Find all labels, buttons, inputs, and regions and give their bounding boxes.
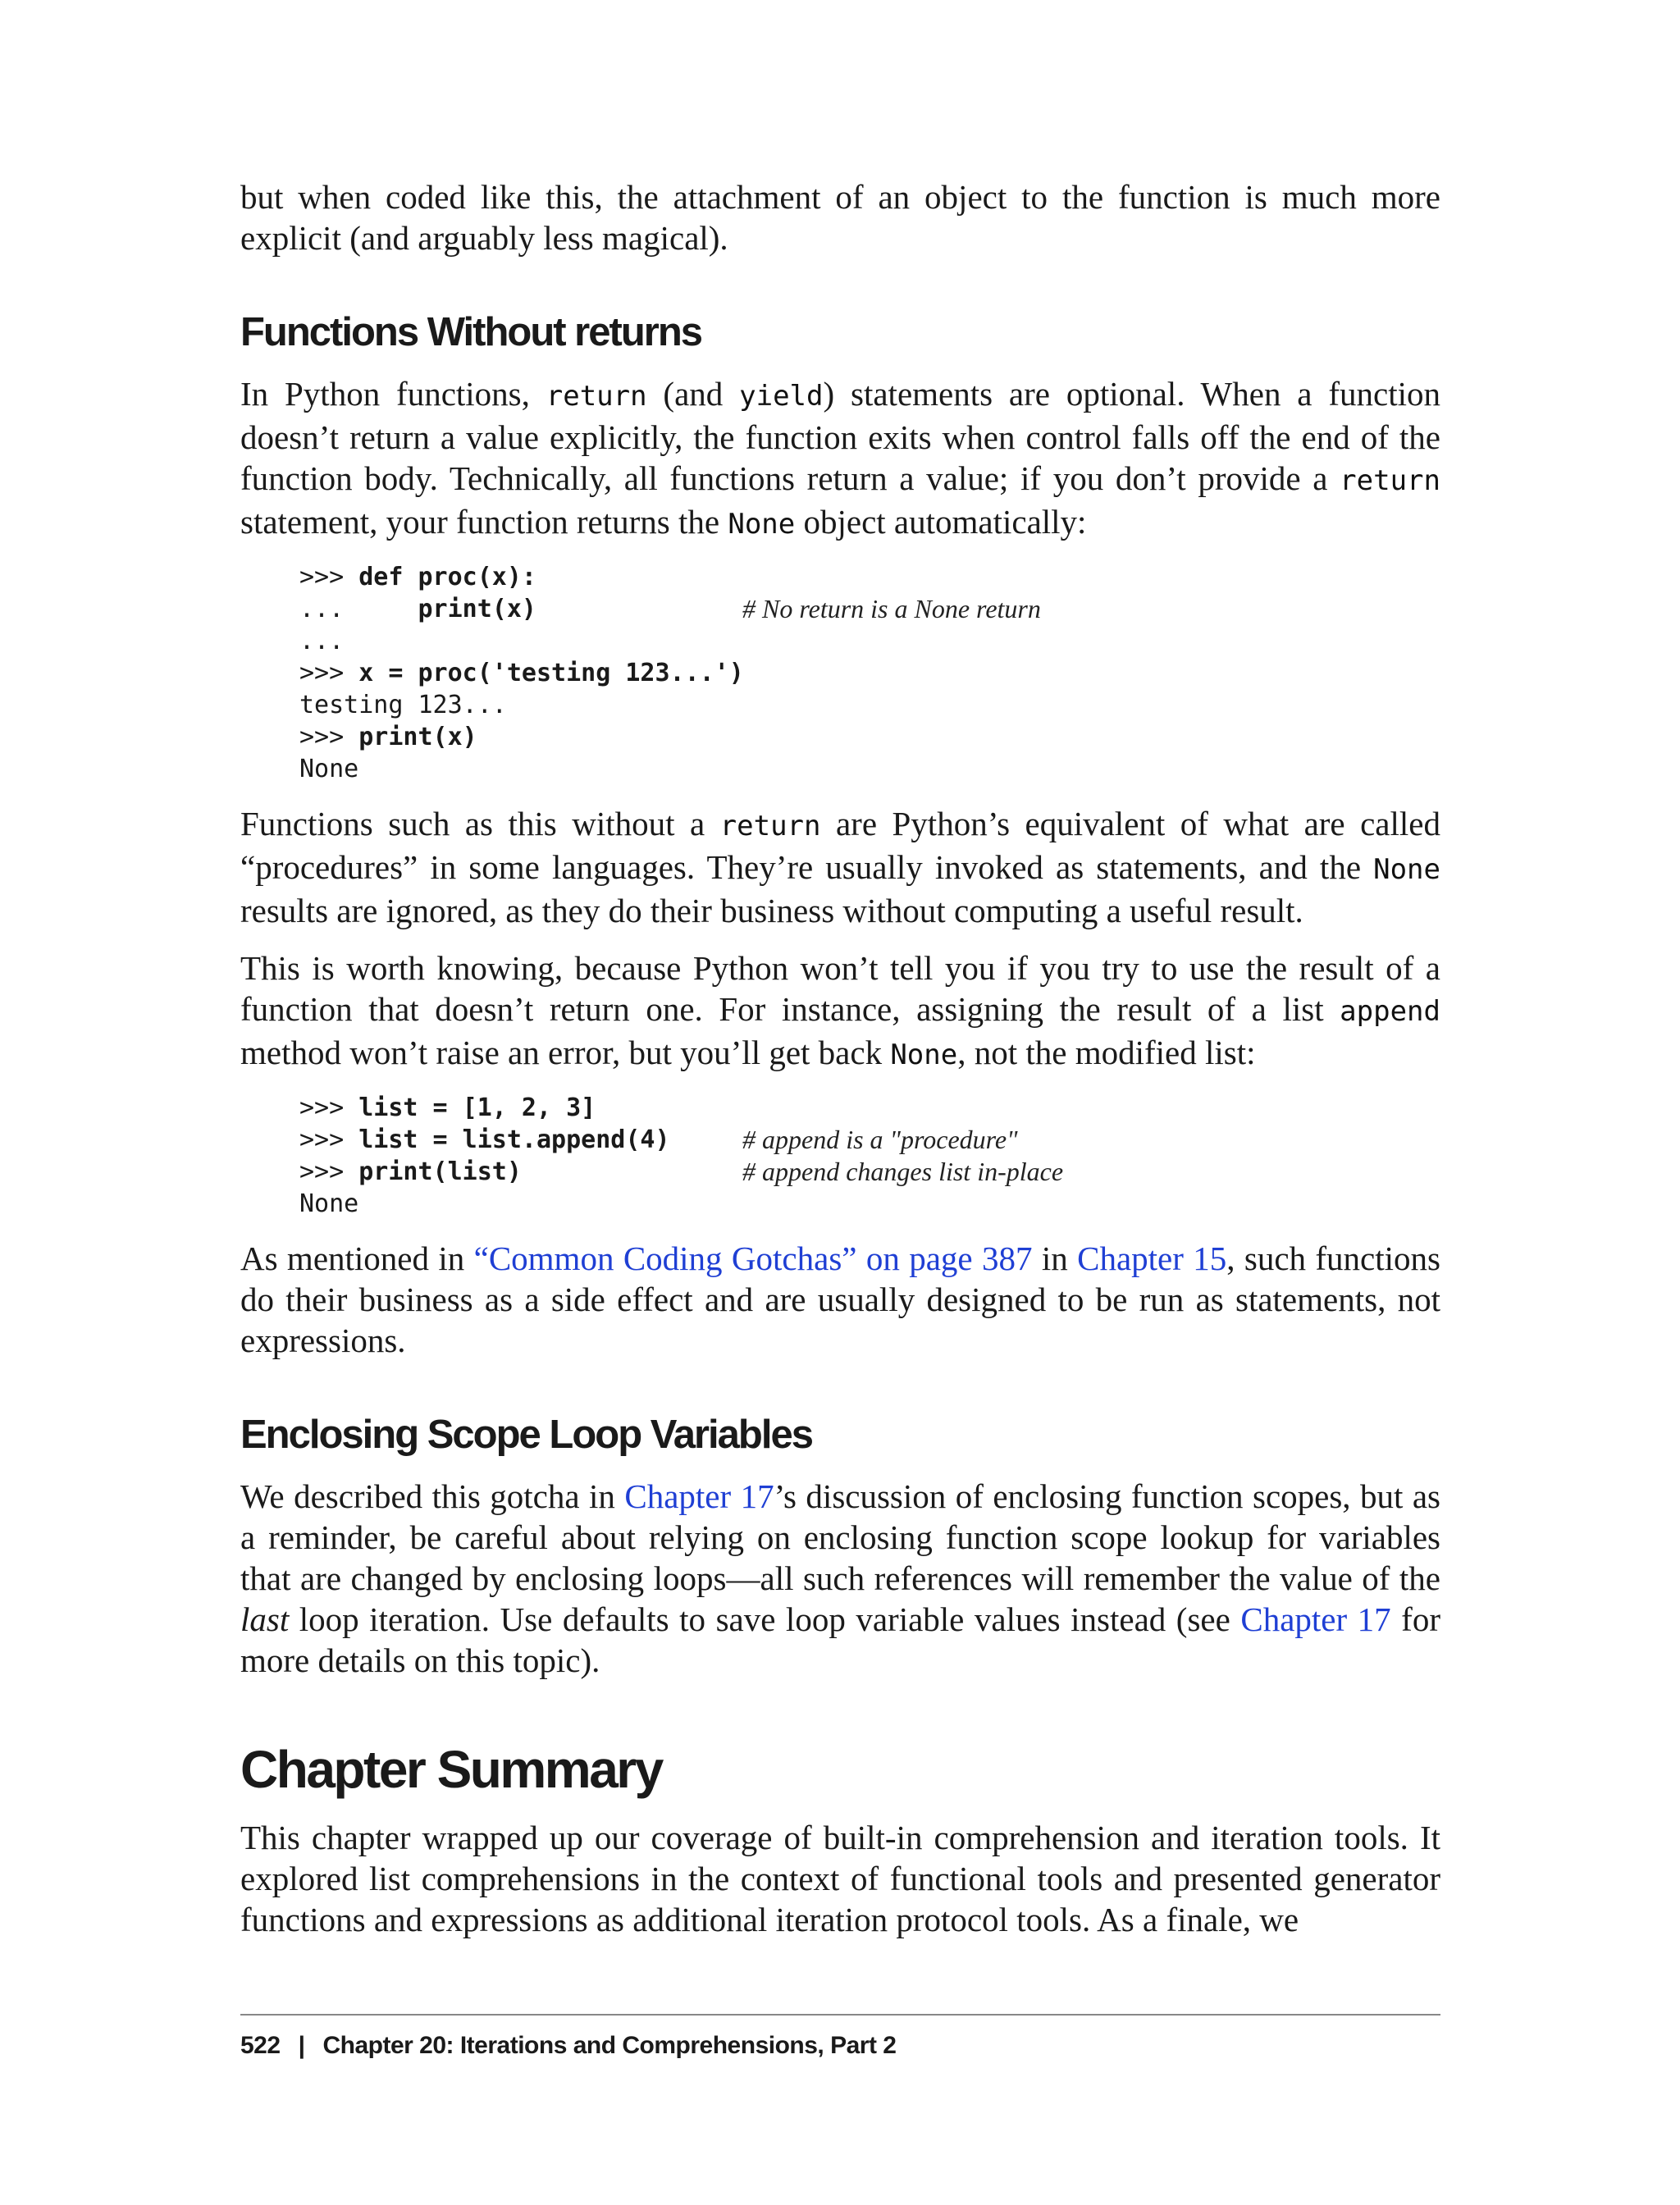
section-heading-functions-without-returns: Functions Without returns: [240, 310, 701, 354]
code-line: >>> print(list) # append changes list in-place: [299, 1157, 1064, 1186]
code-line: ...: [299, 627, 345, 655]
inline-code: yield: [739, 380, 824, 413]
page-number: 522: [240, 2032, 281, 2059]
paragraph-return-optional: In Python functions, return (and yield) statements are optional. When a function doesn’t return a value explicitly, the function exits when control falls off the end of the function body. Technically, all functions return a value; if you don’t provide a return statement, your function returns the None object automatically:: [240, 375, 1440, 541]
inline-code: return: [1340, 464, 1440, 497]
code-block-append: [299, 1092, 1440, 1220]
inline-code: return: [546, 380, 647, 413]
paragraph-worth-knowing: This is worth knowing, because Python won’t tell you if you try to use the result of a function that doesn’t return one. For instance, assigning the result of a list append method won’t raise an error, but you’ll get back None, not the modified list:: [240, 949, 1440, 1071]
inline-code: None: [728, 508, 796, 541]
code-line: ... print(x) # No return is a None return: [299, 594, 1041, 623]
intro-paragraph: but when coded like this, the attachment of an object to the function is much more explicit (and arguably less magical).: [240, 178, 1440, 257]
paragraph-procedures: Functions such as this without a return are Python’s equivalent of what are called “procedures” in some languages. They’re usually invoked as statements, and the None results are ignored, as they do their business without computing a useful result.: [240, 805, 1440, 929]
footer-separator: |: [298, 2032, 305, 2059]
paragraph-chapter-summary: This chapter wrapped up our coverage of built-in comprehension and iteration tools. It explored list comprehensions in the context of functional tools and presented generator functions and expressions as additional iteration protocol tools. As a finale, we: [240, 1819, 1440, 1938]
code-output-line: None: [299, 1189, 359, 1218]
chapter-summary-heading: Chapter Summary: [240, 1740, 662, 1799]
inline-code: return: [719, 810, 821, 842]
page-content: [240, 176, 1440, 1956]
page-footer: [240, 2014, 1440, 2060]
code-comment: # append is a "procedure": [742, 1125, 1018, 1154]
link-chapter-17[interactable]: Chapter 17: [624, 1477, 774, 1515]
code-output-line: None: [299, 755, 359, 783]
link-chapter-17-details[interactable]: Chapter 17: [1240, 1600, 1391, 1638]
paragraph-as-mentioned: As mentioned in “Common Coding Gotchas” on page 387 in Chapter 15, such functions do their business as a side effect and are usually designed to be run as statements, not expressions.: [240, 1239, 1440, 1359]
code-comment: # No return is a None return: [742, 594, 1041, 623]
link-common-coding-gotchas[interactable]: “Common Coding Gotchas” on page 387: [473, 1239, 1033, 1277]
inline-code: append: [1340, 995, 1440, 1028]
code-line: >>> def proc(x):: [299, 563, 536, 591]
code-line: >>> x = proc('testing 123...'): [299, 659, 744, 687]
code-comment: # append changes list in-place: [742, 1157, 1064, 1186]
code-line: >>> print(x): [299, 723, 477, 751]
code-block-proc: [299, 561, 1440, 785]
code-line: >>> list = list.append(4) # append is a "procedure": [299, 1125, 1018, 1154]
inline-code: None: [890, 1039, 958, 1071]
paragraph-enclosing-scope: We described this gotcha in Chapter 17’s discussion of enclosing function scopes, but as a reminder, be careful about relying on enclosing function scope lookup for variables that are changed by enclosing loops—all such references will remember the value of the last loop iteration. Use defaults to save loop variable values instead (see Chapter 17 for more details on this topic).: [240, 1477, 1440, 1679]
link-chapter-15[interactable]: Chapter 15: [1077, 1239, 1227, 1277]
section-heading-enclosing-scope: Enclosing Scope Loop Variables: [240, 1413, 812, 1457]
code-line: >>> list = [1, 2, 3]: [299, 1093, 596, 1122]
emphasis-last: last: [240, 1600, 290, 1638]
code-output-line: testing 123...: [299, 691, 507, 719]
inline-code: None: [1373, 853, 1440, 886]
footer-chapter-title: Chapter 20: Iterations and Comprehensions, Part 2: [322, 2032, 897, 2059]
